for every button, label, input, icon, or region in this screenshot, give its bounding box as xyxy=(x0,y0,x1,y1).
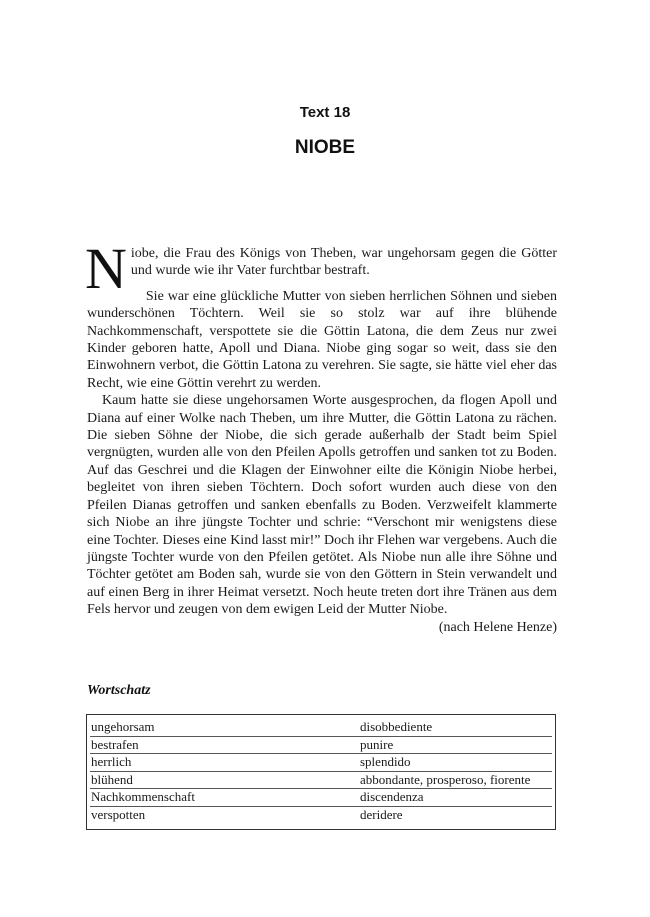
source-attribution: (nach Helene Henze) xyxy=(438,619,557,635)
story-paragraph-2: Sie war eine glückliche Mutter von sieben herrlichen Söhnen und sieben wunderschönen Töchtern. Weil sie so stolz war auf ihre blühende Nachkommenschaft, verspottete sie die Göttin Latona, die dem Zeus nur zwei Kinder geboren hatte, Apoll und Diana. Niobe ging sogar so weit, dass sie den Einwohnern verbot, die Göttin Latona zu verehren. Sie sagte, sie hätte viel eher das Recht, wie eine Göttin verehrt zu werden. xyxy=(87,288,557,391)
story-paragraph-1 xyxy=(85,236,557,301)
story-paragraph-1-text: iobe, die Frau des Königs von Theben, war ungehorsam gegen die Götter und wurde wie ihr Vater furchtbar bestraft. xyxy=(130,246,557,279)
italian-translation: splendido xyxy=(360,754,411,769)
german-term: herrlich xyxy=(91,754,132,769)
italian-translation: punire xyxy=(360,736,394,752)
german-term: Nachkommenschaft xyxy=(91,789,195,804)
vocabulary-row xyxy=(90,807,552,824)
italian-translation: disobbediente xyxy=(360,719,433,734)
german-term: blühend xyxy=(91,771,133,787)
vocabulary-row xyxy=(90,772,552,790)
german-term: ungehorsam xyxy=(91,719,155,734)
italian-translation: deridere xyxy=(360,806,403,822)
vocabulary-row xyxy=(90,754,552,772)
vocabulary-heading: Wortschatz xyxy=(87,683,151,698)
vocabulary-row xyxy=(90,737,552,755)
text-number-label: Text 18 xyxy=(299,104,351,121)
drop-cap: N xyxy=(85,236,127,301)
italian-translation: discendenza xyxy=(360,789,424,804)
vocabulary-row xyxy=(90,719,552,737)
german-term: bestrafen xyxy=(91,736,139,752)
vocabulary-table xyxy=(86,714,556,830)
story-text xyxy=(85,236,557,636)
italian-translation: abbondante, prosperoso, fiorente xyxy=(360,771,531,787)
vocabulary-row xyxy=(90,789,552,807)
page-title: NIOBE xyxy=(294,137,356,158)
german-term: verspotten xyxy=(91,806,146,822)
story-paragraph-3: Kaum hatte sie diese ungehorsamen Worte ausgesprochen, da flogen Apoll und Diana auf einer Wolke nach Theben, um ihre Mutter, die Göttin Latona zu rächen. Die sieben Söhne der Niobe, die sich gerade außerhalb der Stadt beim Spiel vergnügten, wurden alle von den Pfeilen Apolls getroffen und sanken tot zu Boden. Auf das Geschrei und die Klagen der Einwohner eilte die Königin Niobe herbei, begleitet von ihren sieben Töchtern. Doch sofort wurden auch diese von den Pfeilen Dianas getroffen und sanken ebenfalls zu Boden. Verzweifelt klammerte sich Niobe an ihre jüngste Tochter und schrie: “Verschont mir wenigstens diese eine Tochter. Dieses eine Kind lasst mir!” Doch ihr Flehen war vergebens. Auch die jüngste Tochter wurde von den Pfeilen getötet. Als Niobe nun alle ihre Söhne und Töchter getötet am Boden sah, wurde sie von den Göttern in Stein verwandelt und auf einen Berg in ihrer Heimat versetzt. Noch heute treten dort ihre Tränen aus dem Fels hervor und zeugen von dem ewigen Leid der Mutter Niobe. xyxy=(87,393,557,618)
